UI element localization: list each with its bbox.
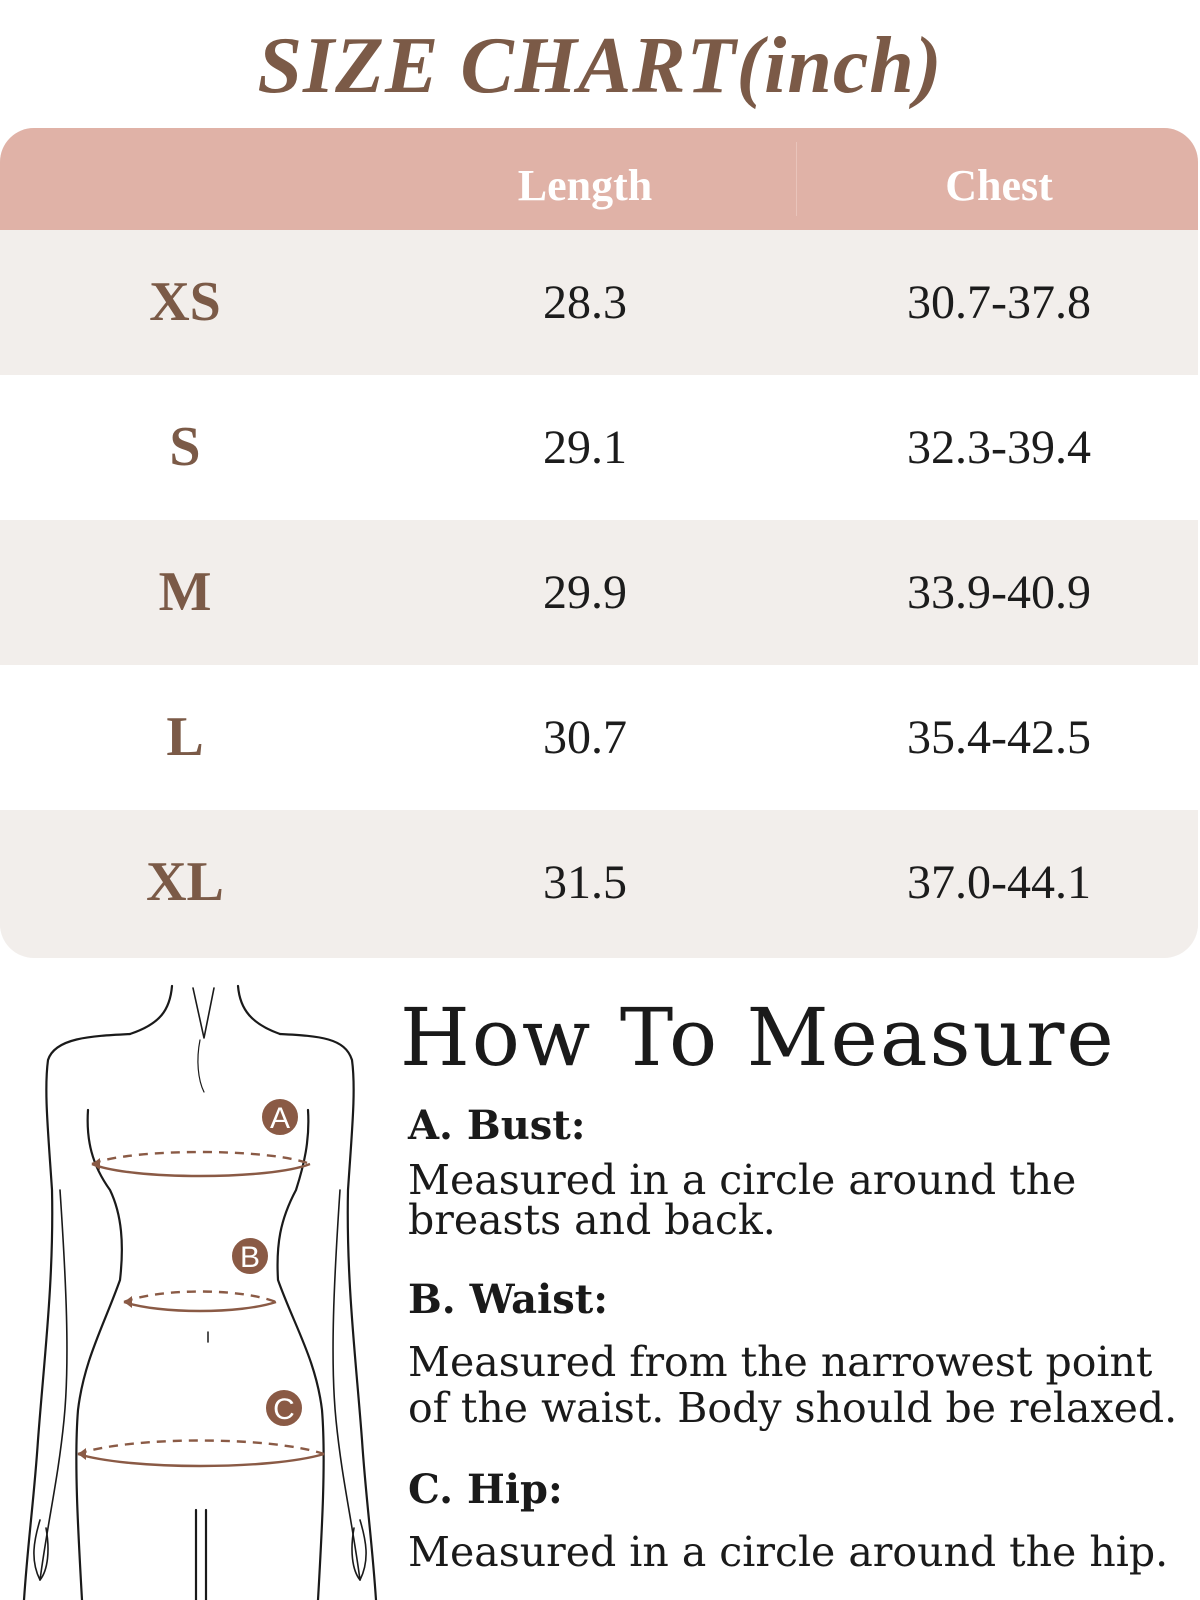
- length-cell: 28.3: [543, 276, 627, 329]
- chest-cell: 30.7-37.8: [907, 276, 1091, 329]
- table-row: [0, 810, 1198, 955]
- bust-description-line-2: breasts and back.: [408, 1196, 776, 1244]
- chest-cell: 32.3-39.4: [907, 421, 1091, 474]
- header-length: Length: [517, 161, 653, 210]
- length-cell: 29.1: [543, 421, 627, 474]
- waist-description-line-2: of the waist. Body should be relaxed.: [408, 1384, 1178, 1432]
- hip-heading: C. Hip:: [408, 1466, 563, 1513]
- measure-arrows: [78, 1158, 132, 1460]
- length-cell: 31.5: [543, 856, 627, 909]
- size-cell: XL: [146, 851, 224, 913]
- how-to-measure-title: How To Measure: [400, 991, 1116, 1084]
- header-chest: Chest: [945, 161, 1053, 210]
- body-measure-illustration: [0, 980, 400, 1600]
- chest-cell: 33.9-40.9: [907, 566, 1091, 619]
- marker-a-badge: [261, 1098, 299, 1136]
- chest-cell: 35.4-42.5: [907, 711, 1091, 764]
- table-row: [0, 230, 1198, 375]
- hip-description-line-1: Measured in a circle around the hip.: [408, 1528, 1169, 1576]
- table-row: [0, 375, 1198, 520]
- size-cell: XS: [149, 271, 221, 333]
- size-chart-title: SIZE CHART(inch): [257, 22, 943, 110]
- marker-c-label: C: [273, 1393, 295, 1426]
- table-row: [0, 520, 1198, 665]
- length-cell: 29.9: [543, 566, 627, 619]
- waist-description-line-1: Measured from the narrowest point: [408, 1338, 1153, 1386]
- table-row: [0, 665, 1198, 810]
- chest-cell: 37.0-44.1: [907, 856, 1091, 909]
- bust-description-line-1: Measured in a circle around the: [408, 1156, 1077, 1204]
- table-header: [0, 128, 1198, 230]
- marker-c-badge: [265, 1389, 303, 1427]
- size-cell: S: [169, 416, 201, 478]
- length-cell: 30.7: [543, 711, 627, 764]
- marker-b-badge: [231, 1237, 269, 1275]
- header-divider: [796, 142, 797, 216]
- marker-a-label: A: [269, 1102, 291, 1135]
- marker-b-label: B: [239, 1241, 261, 1274]
- size-table: [0, 128, 1198, 958]
- bust-heading: A. Bust:: [408, 1102, 586, 1149]
- waist-heading: B. Waist:: [408, 1276, 608, 1323]
- size-cell: M: [158, 561, 212, 623]
- body-outline: [24, 986, 376, 1600]
- size-cell: L: [166, 706, 204, 768]
